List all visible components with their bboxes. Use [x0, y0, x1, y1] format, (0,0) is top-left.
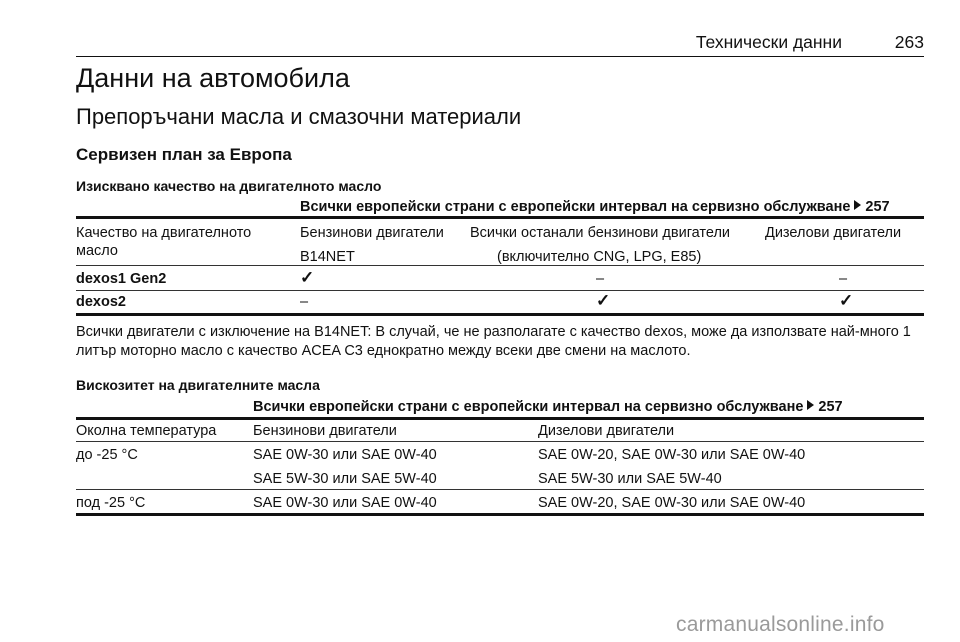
- span-header-text: Всички европейски страни с европейски интервал на сервизно обслужване: [253, 399, 804, 415]
- table-rule: [76, 313, 924, 316]
- page-number: 263: [894, 32, 924, 52]
- table-cell-diesel: SAE 5W-30 или SAE 5W-40: [538, 471, 722, 487]
- running-header: [76, 32, 924, 57]
- table-rule: [76, 265, 924, 266]
- check-mark: ✓: [596, 291, 611, 310]
- table-row-label: dexos1 Gen2: [76, 271, 167, 287]
- viscosity-span-header: [253, 398, 843, 416]
- viscosity-heading: Вискозитет на двигателните масла: [76, 377, 320, 393]
- page-reference-link[interactable]: 257: [865, 199, 890, 215]
- watermark: carmanualsonline.info: [676, 613, 885, 636]
- span-header-text: Всички европейски страни с европейски интервал на сервизно обслужване: [300, 199, 851, 215]
- check-mark: ✓: [839, 291, 854, 310]
- table-row-temperature: до -25 °C: [76, 447, 138, 463]
- note-paragraph: Всички двигатели с изключение на B14NET: В случай, че не разполагате с качество dexos, може да използвате най-много 1 литър моторно масло с качество ACEA C3 еднократно между всеки две смени на маслото.: [76, 324, 911, 359]
- page-reference-icon: [854, 200, 861, 210]
- dash-mark: –: [839, 271, 848, 287]
- page-reference-link[interactable]: 257: [818, 399, 843, 415]
- table-rule: [76, 216, 924, 219]
- page-subtitle: Препоръчани масла и смазочни материали: [76, 104, 522, 129]
- col-header-petrol: Бензинови двигатели: [300, 225, 444, 241]
- check-mark: ✓: [300, 268, 315, 287]
- table-rule: [76, 417, 924, 420]
- dash-mark: –: [596, 271, 605, 287]
- table-rule: [76, 489, 924, 490]
- table-cell-petrol: SAE 0W-30 или SAE 0W-40: [253, 495, 437, 511]
- section-title: Технически данни: [695, 32, 842, 52]
- table-rule: [76, 290, 924, 291]
- col-header-petrol-sub: B14NET: [300, 249, 355, 265]
- table-row-temperature: под -25 °C: [76, 495, 146, 511]
- oil-quality-span-header: [300, 198, 890, 216]
- col-header-diesel: Дизелови двигатели: [765, 225, 902, 241]
- table-cell-petrol: SAE 0W-30 или SAE 0W-40: [253, 447, 437, 463]
- col-header-temperature: Околна температура: [76, 423, 217, 439]
- table-cell-diesel: SAE 0W-20, SAE 0W-30 или SAE 0W-40: [538, 447, 806, 463]
- col-header-other-petrol-sub: (включително CNG, LPG, E85): [497, 249, 702, 265]
- page-reference-icon: [807, 400, 814, 410]
- table-row-label: dexos2: [76, 294, 126, 310]
- dash-mark: –: [300, 294, 309, 310]
- oil-quality-heading: Изисквано качество на двигателното масло: [76, 178, 382, 194]
- col-header-diesel: Дизелови двигатели: [538, 423, 675, 439]
- table-rule: [76, 441, 924, 442]
- col-header-petrol: Бензинови двигатели: [253, 423, 397, 439]
- section-heading: Сервизен план за Европа: [76, 145, 292, 164]
- page-title: Данни на автомобила: [76, 63, 350, 93]
- table-cell-petrol: SAE 5W-30 или SAE 5W-40: [253, 471, 437, 487]
- table-rule: [76, 513, 924, 516]
- table-cell-diesel: SAE 0W-20, SAE 0W-30 или SAE 0W-40: [538, 495, 806, 511]
- col-header-oil-quality: Качество на двигателното масло: [76, 225, 252, 259]
- col-header-other-petrol: Всички останали бензинови двигатели: [470, 225, 731, 241]
